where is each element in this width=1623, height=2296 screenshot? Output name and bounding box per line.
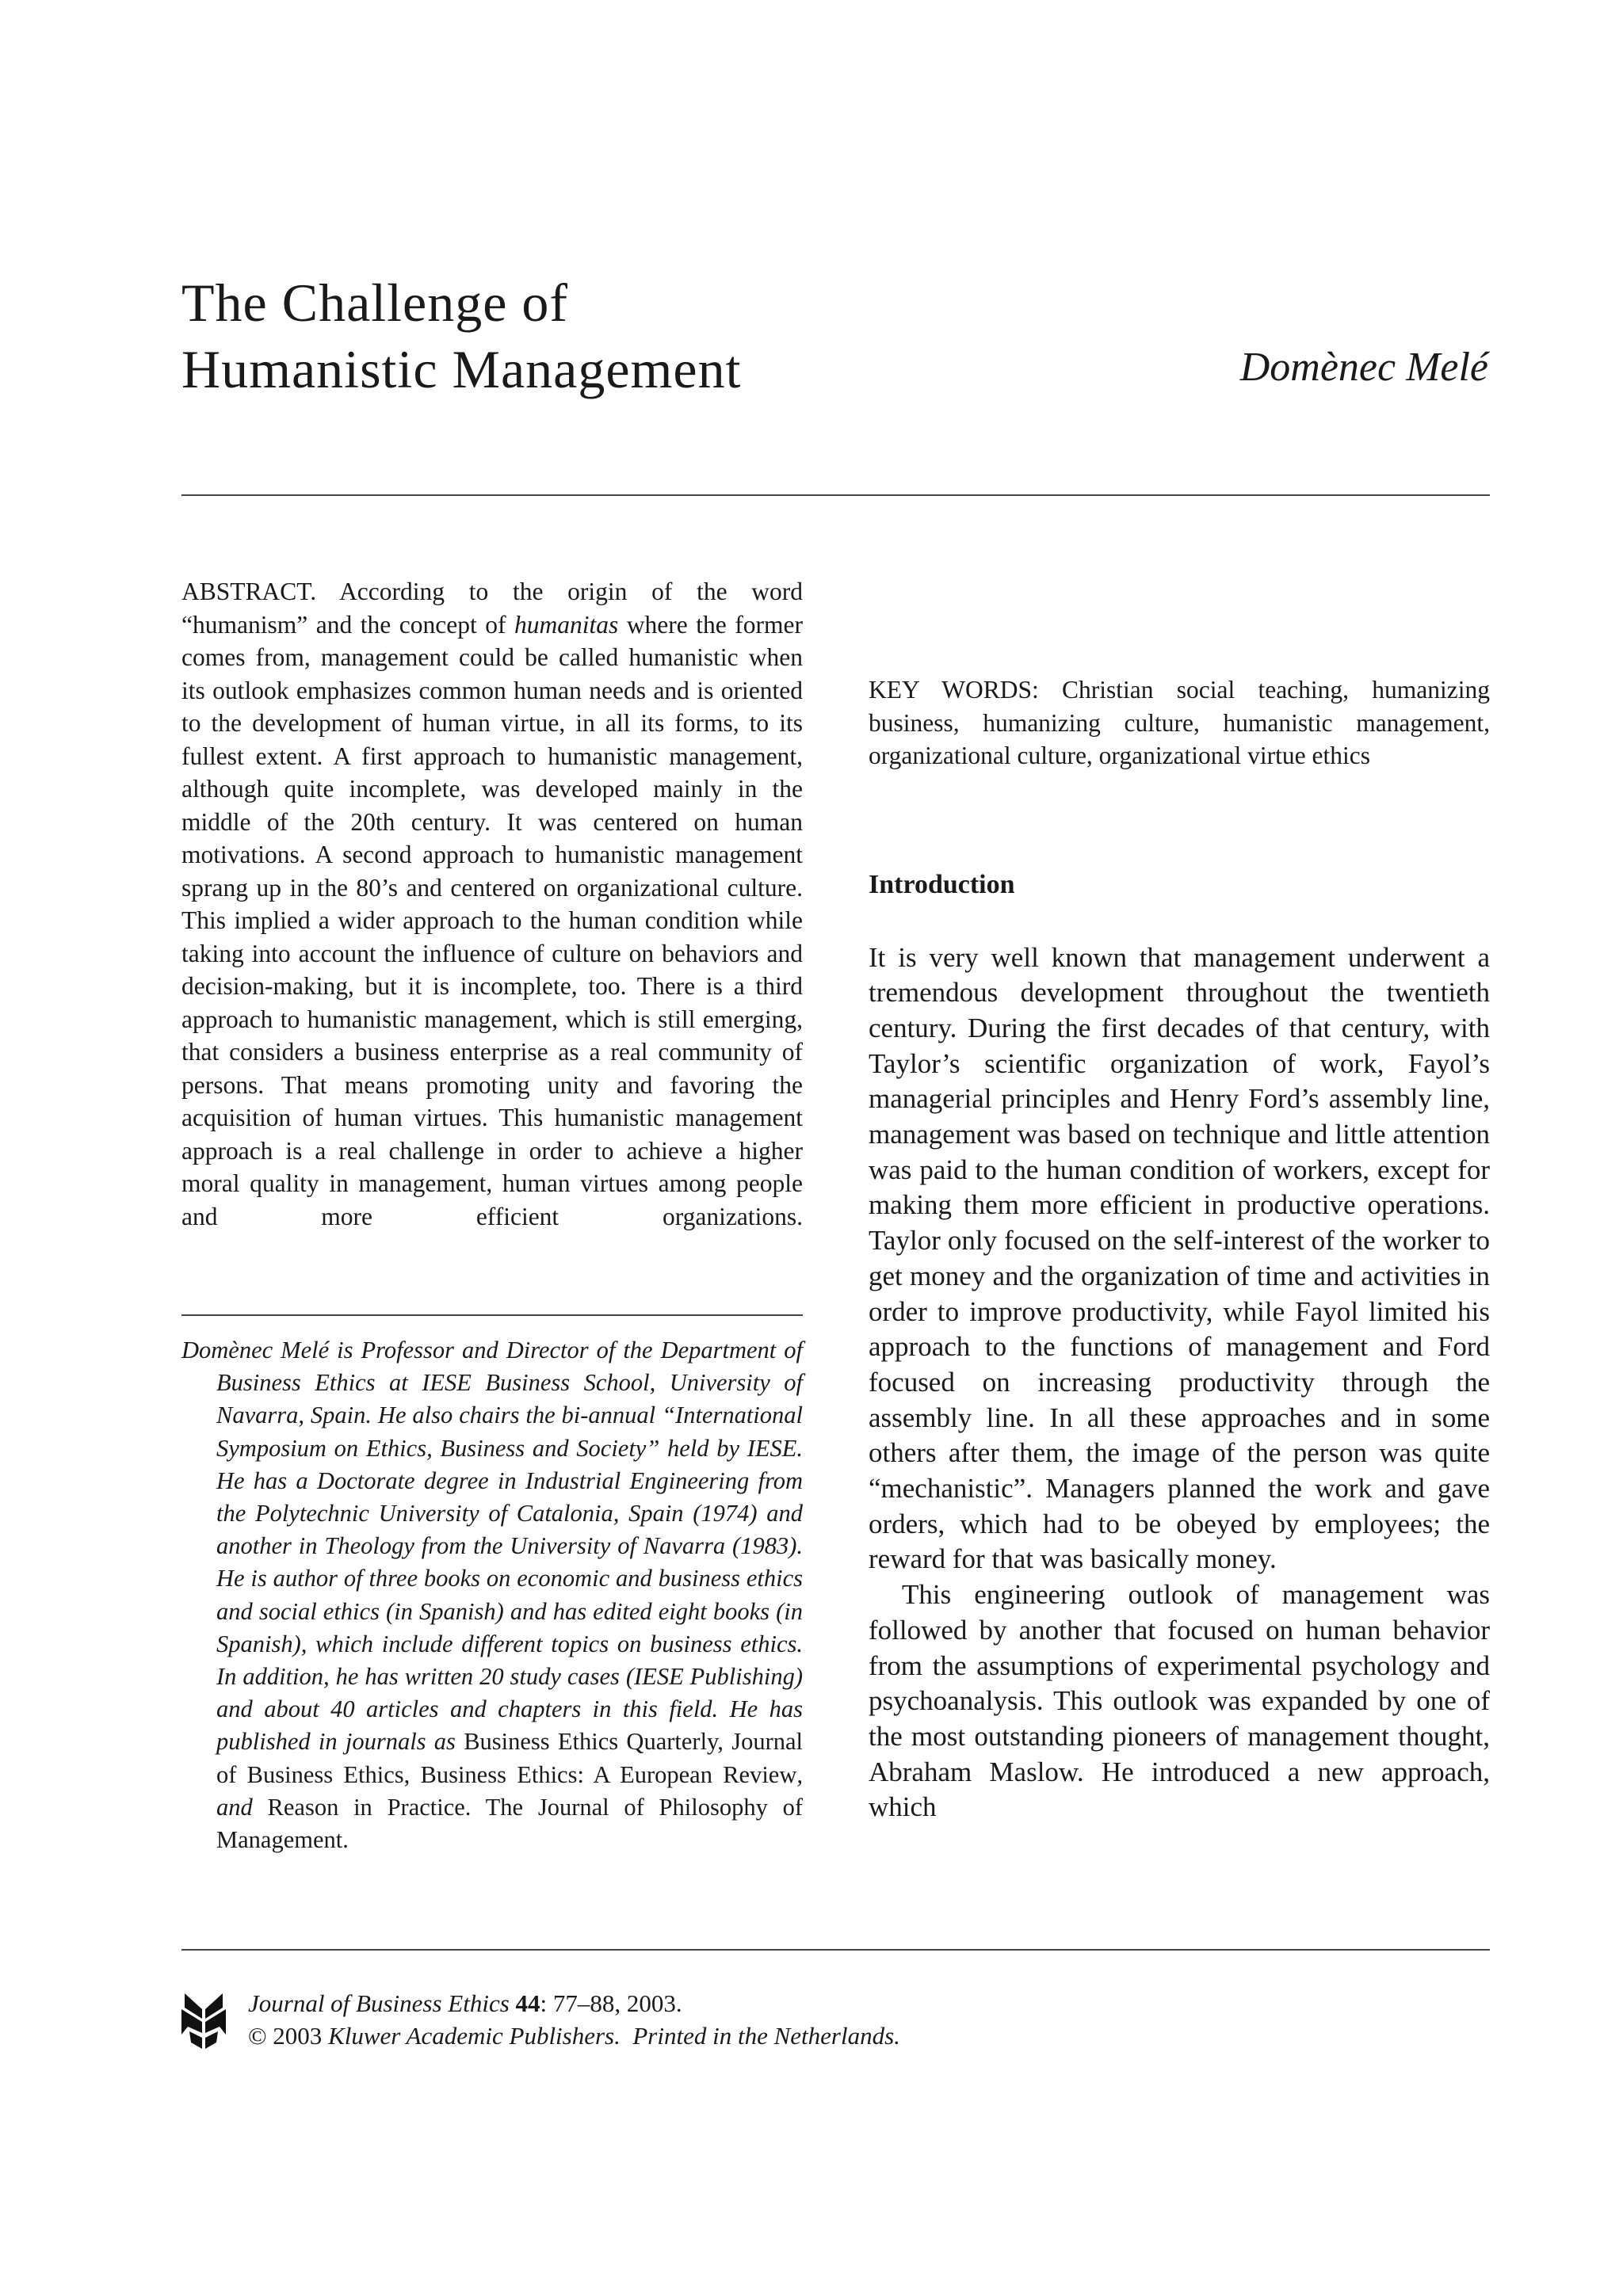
keywords: [869, 673, 1490, 772]
journal-name: Journal of Business Ethics: [248, 1989, 510, 2017]
author-bio: [181, 1334, 803, 1856]
title-line-1: The Challenge of: [181, 273, 569, 333]
publisher: Kluwer Academic Publishers.: [328, 2022, 621, 2050]
abstract: [181, 575, 803, 1233]
citation: [248, 1987, 900, 2052]
citation-line-2: [248, 2019, 900, 2052]
header-rule: [181, 494, 1490, 496]
author-name: Domènec Melé: [1239, 345, 1488, 390]
bio-journal-3: Business Ethics: A European Review: [420, 1760, 797, 1788]
abstract-label: ABSTRACT.: [181, 578, 317, 605]
printed-in: Printed in the Netherlands.: [632, 2022, 900, 2050]
abstract-text-1: According to the origin of the word “humanism” and the concept of: [181, 578, 804, 639]
journal-volume: 44: [515, 1989, 540, 2017]
bio-journal-1: Business Ethics Quarterly,: [464, 1728, 724, 1756]
footnote-rule: [181, 1314, 803, 1316]
keywords-text: Christian social teaching, humanizing business, humanizing culture, humanistic management, organizational culture, organizational virtue ethics: [869, 676, 1491, 769]
bio-journal-2: Journal of Business Ethics,: [216, 1728, 803, 1788]
article-title: [181, 269, 741, 402]
bio-journal-4: Reason in Practice. The Journal of Philosophy of Management.: [216, 1793, 804, 1854]
publisher-logo-icon: [181, 1992, 226, 2050]
intro-paragraph-2: This engineering outlook of management was followed by another that focused on human behavior from the assumptions of experimental psychology and psychoanalysis. This outlook was expanded by one of the most outstanding pioneers of management thought, Abraham Maslow. He introduced a new approach, which: [869, 1579, 1490, 1823]
right-column: [869, 575, 1490, 1825]
copyright: © 2003: [248, 2022, 323, 2050]
bio-text: Domènec Melé is Professor and Director of the Department of Business Ethics at IESE Business School, University of Navarra, Spain. He also chairs the bi-annual “International Symposium on Ethics, Business and Society” held by IESE. He has a Doctorate degree in Industrial Engineering from the Polytechnic University of Catalonia, Spain (1974) and another in Theology from the University of Navarra (1983). He is author of three books on economic and business ethics and social ethics (in Spanish) and has edited eight books (in Spanish), which include different topics on business ethics. In addition, he has written 20 study cases (IESE Publishing) and about 40 articles and chapters in this field. He has published in journals as: [181, 1337, 803, 1756]
keywords-label: KEY WORDS:: [869, 676, 1039, 704]
section-heading-introduction: Introduction: [869, 869, 1015, 899]
abstract-text-2: where the former comes from, management could be called humanistic when its outlook emphasizes common human needs and is oriented to the development of human virtue, in all its forms, to its fullest extent. A first approach to humanistic management, although quite incomplete, was developed mainly in the middle of the 20th century. It was centered on human motivations. A second approach to humanistic management sprang up in the 80’s and centered on organizational culture. This implied a wider approach to the human condition while taking into account the influence of culture on behaviors and decision-making, but it is incomplete, too. There is a third approach to humanistic management, which is still emerging, that considers a business enterprise as a real community of persons. That means promoting unity and favoring the acquisition of human virtues. This humanistic management approach is a real challenge in order to achieve a higher moral quality in management, human virtues among people and more efficient organizations.: [181, 610, 804, 1230]
intro-paragraph-1: It is very well known that management underwent a tremendous development throughout the twentieth century. During the first decades of that century, with Taylor’s scientific organization of work, Fayol’s managerial principles and Henry Ford’s assembly line, management was based on technique and little attention was paid to the human condition of workers, except for making them more efficient in productive operations. Taylor only focused on the self-interest of the worker to get money and the organization of time and activities in order to improve productivity, while Fayol limited his approach to the functions of management and Ford focused on increasing productivity through the assembly line. In all these approaches and in some others after them, the image of the person was quite “mechanistic”. Managers planned the work and gave orders, which had to be obeyed by employees; the reward for that was basically money.: [869, 941, 1490, 1575]
title-line-2: Humanistic Management: [181, 339, 742, 399]
left-column: [181, 575, 803, 1233]
bio-connector: , and: [216, 1760, 803, 1821]
citation-line-1: [248, 1987, 900, 2019]
bottom-rule: [181, 1949, 1490, 1951]
abstract-italic-term: humanitas: [514, 610, 619, 639]
journal-pages-year: : 77–88, 2003.: [540, 1989, 682, 2017]
